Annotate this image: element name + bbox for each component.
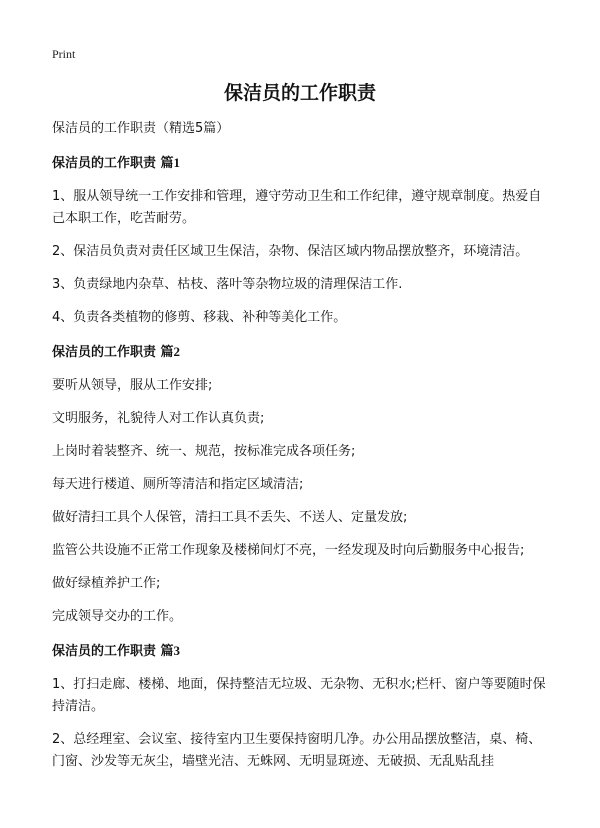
section-2-paragraph-7: 做好绿植养护工作; <box>52 576 161 591</box>
section-heading-3: 保洁员的工作职责 篇3 <box>52 643 181 659</box>
intro-line: 保洁员的工作职责（精选5篇） <box>52 121 230 136</box>
section-1-paragraph-4: 4、负责各类植物的修剪、移栽、补种等美化工作。 <box>52 310 347 325</box>
section-2-paragraph-4: 每天进行楼道、厕所等清洁和指定区域清洁; <box>52 477 304 492</box>
section-2-paragraph-8: 完成领导交办的工作。 <box>52 609 183 624</box>
section-2-paragraph-2: 文明服务，礼貌待人对工作认真负责; <box>52 411 265 426</box>
section-3-paragraph-1: 1、打扫走廊、楼梯、地面，保持整洁无垃圾、无杂物、无积水;栏杆、窗户等要随时保持清洁。 <box>52 677 546 714</box>
section-2-paragraph-3: 上岗时着装整齐、统一、规范，按标准完成各项任务; <box>52 444 356 459</box>
section-1-paragraph-2: 2、保洁员负责对责任区域卫生保洁，杂物、保洁区域内物品摆放整齐，环境清洁。 <box>52 244 529 259</box>
section-2-paragraph-6: 监管公共设施不正常工作现象及楼梯间灯不亮，一经发现及时向后勤服务中心报告; <box>52 543 525 558</box>
section-1-paragraph-1: 1、服从领导统一工作安排和管理，遵守劳动卫生和工作纪律，遵守规章制度。热爱自己本职工作，吃苦耐劳。 <box>52 189 542 226</box>
section-heading-2: 保洁员的工作职责 篇2 <box>52 344 181 360</box>
section-heading-1: 保洁员的工作职责 篇1 <box>52 155 181 171</box>
section-2-paragraph-1: 要听从领导，服从工作安排; <box>52 378 213 393</box>
section-2-paragraph-5: 做好清扫工具个人保管，清扫工具不丢失、不送人、定量发放; <box>52 510 408 525</box>
print-label: Print <box>52 47 76 61</box>
section-1-paragraph-3: 3、负责绿地内杂草、枯枝、落叶等杂物垃圾的清理保洁工作. <box>52 277 403 292</box>
section-3-paragraph-2: 2、总经理室、会议室、接待室内卫生要保持窗明几净。办公用品摆放整洁，桌、椅、门窗、沙发等无灰尘，墙壁光洁、无蛛网、无明显斑迹、无破损、无乱贴乱挂 <box>52 732 542 769</box>
document-title: 保洁员的工作职责 <box>223 82 376 104</box>
document-body <box>52 118 548 773</box>
